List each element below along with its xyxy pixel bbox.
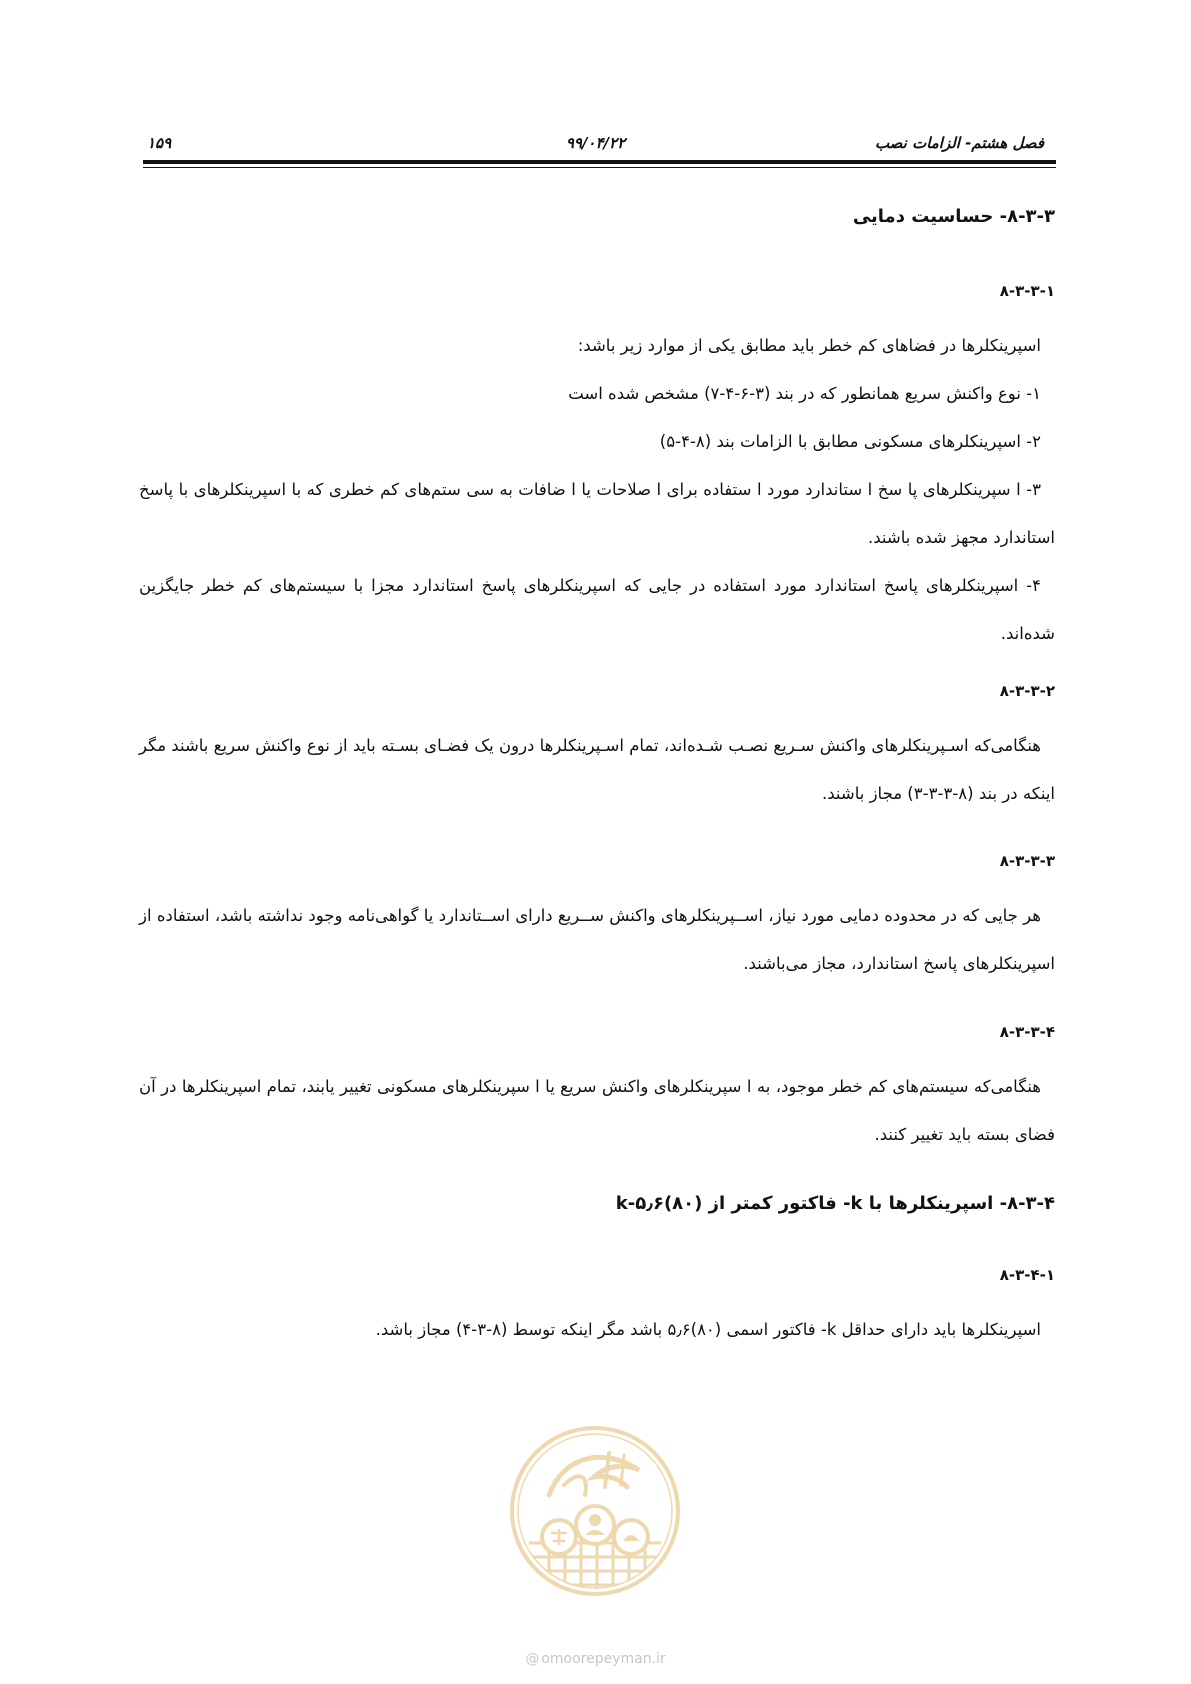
at-icon: @	[525, 1651, 540, 1667]
header-rule-thin	[143, 167, 1056, 168]
watermark-seal-logo	[509, 1425, 681, 1597]
list-item: ۱- نوع واکنش سریع همانطور که در بند (۳-۶-۴-۷) مشخص شده است	[568, 384, 1041, 403]
page-number: ۱۵۹	[147, 134, 172, 152]
clause-number: ۸-۳-۳-۳	[999, 852, 1055, 870]
header-rule-thick	[143, 160, 1056, 164]
running-header-chapter: فصل هشتم- الزامات نصب	[874, 134, 1044, 152]
watermark-website: @ omoorepeyman.ir	[525, 1651, 666, 1667]
section-heading: ۸-۳-۳- حساسیت دمایی	[852, 206, 1055, 227]
clause-text: اسپرینکلرها باید دارای حداقل k- فاکتور اسمی (۸۰)۵٫۶ باشد مگر اینکه توسط (۸-۳-۴) مجاز باشد.	[375, 1320, 1041, 1339]
clause-text: هر جایی که در محدوده دمایی مورد نیاز، اســپرینکلرهای واکنش ســریع دارای اســتاندارد یا گواهی‌نامه وجود نداشته باشد، استفاده از اسپرینکلرهای پاسخ استاندارد، مجاز می‌باشند.	[139, 906, 1055, 973]
clause-number: ۸-۳-۳-۴	[999, 1023, 1055, 1041]
list-item: ۴- اسپرینکلرهای پاسخ استاندارد مورد استفاده در جایی که اسپرینکلرهای پاسخ استاندارد مجزا با سیستم‌های کم خطر جایگزین شده‌اند.	[139, 576, 1055, 643]
clause-text: هنگامی‌که سیستم‌های کم خطر موجود، به ا سپرینکلرهای واکنش سریع یا ا سپرینکلرهای مسکونی تغییر یابند، تمام اسپرینکلرها در آن فضای بسته باید تغییر کنند.	[139, 1077, 1055, 1144]
section-heading: ۸-۳-۴- اسپرینکلرها با k- فاکتور کمتر از (۸۰)k-۵٫۶	[615, 1193, 1055, 1214]
list-item: ۲- اسپرینکلرهای مسکونی مطابق با الزامات بند (۸-۴-۵)	[659, 432, 1041, 451]
running-header-date: ۹۹/۰۴/۲۲	[565, 134, 626, 152]
clause-intro: اسپرینکلرها در فضاهای کم خطر باید مطابق یکی از موارد زیر باشد:	[577, 336, 1041, 355]
clause-number: ۸-۳-۴-۱	[999, 1266, 1055, 1284]
clause-number: ۸-۳-۳-۱	[999, 282, 1055, 300]
list-item: ۳- ا سپرینکلرهای پا سخ ا ستاندارد مورد ا ستفاده برای ا صلاحات یا ا ضافات به سی ستم‌های کم خطری که با اسپرینکلرهای با پاسخ استاندارد مجهز شده باشند.	[139, 480, 1055, 547]
clause-number: ۸-۳-۳-۲	[999, 682, 1055, 700]
clause-text: هنگامی‌که اسـپرینکلرهای واکنش سـریع نصـب شـده‌اند، تمام اسـپرینکلرها درون یک فضـای بسـته باید از نوع واکنش سریع باشند مگر اینکه در بند (۸-۳-۳-۳) مجاز باشند.	[139, 736, 1055, 803]
